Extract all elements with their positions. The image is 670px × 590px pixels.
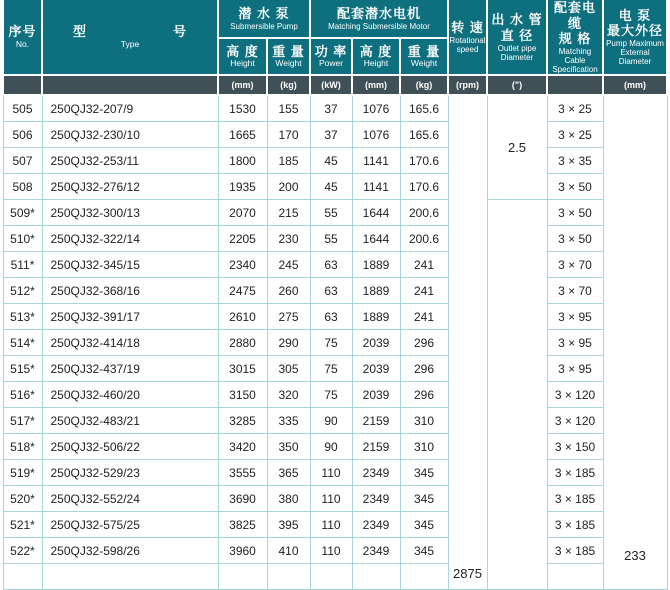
cell-type: 250QJ32-391/17 bbox=[42, 304, 218, 330]
cell-no: 521* bbox=[3, 512, 42, 538]
cell-no: 520* bbox=[3, 486, 42, 512]
cell-power: 110 bbox=[310, 538, 352, 564]
cell-pump-weight: 365 bbox=[267, 460, 310, 486]
table-row bbox=[3, 538, 667, 564]
cell-cable-spec: 3 × 120 bbox=[547, 408, 603, 434]
table-row bbox=[3, 95, 667, 122]
cell-motor-height: 2039 bbox=[352, 356, 400, 382]
cell-pump-height: 3150 bbox=[218, 382, 267, 408]
cell-motor-height: 1076 bbox=[352, 95, 400, 122]
pump-spec-table bbox=[2, 0, 668, 590]
col-header-type bbox=[42, 0, 218, 75]
cell-motor-weight: 170.6 bbox=[400, 174, 448, 200]
cell-type: 250QJ32-529/23 bbox=[42, 460, 218, 486]
table-row bbox=[3, 356, 667, 382]
cell-pump-height: 2475 bbox=[218, 278, 267, 304]
cell-pump-weight: 410 bbox=[267, 538, 310, 564]
cell-pump-weight: 260 bbox=[267, 278, 310, 304]
cell-no: 510* bbox=[3, 226, 42, 252]
cell-motor-weight: 200.6 bbox=[400, 200, 448, 226]
cell-type: 250QJ32-414/18 bbox=[42, 330, 218, 356]
cell-type: 250QJ32-368/16 bbox=[42, 278, 218, 304]
col-header-type-zh-left: 型 bbox=[73, 24, 88, 40]
cell-motor-weight: 296 bbox=[400, 356, 448, 382]
col-header-no-zh: 序号 bbox=[8, 24, 37, 40]
cell-type: 250QJ32-483/21 bbox=[42, 408, 218, 434]
cell-no: 508 bbox=[3, 174, 42, 200]
cell-pump-weight: 200 bbox=[267, 174, 310, 200]
cell-pump-height: 1800 bbox=[218, 148, 267, 174]
cell-type: 250QJ32-552/24 bbox=[42, 486, 218, 512]
cell-pump-height: 1935 bbox=[218, 174, 267, 200]
cell-cable-spec: 3 × 95 bbox=[547, 304, 603, 330]
cell-type: 250QJ32-253/11 bbox=[42, 148, 218, 174]
unit-no bbox=[3, 75, 42, 95]
cell-power: 45 bbox=[310, 174, 352, 200]
col-header-cable-zh1: 配套电缆 bbox=[553, 0, 596, 31]
col-header-speed bbox=[448, 0, 487, 75]
header-row-units bbox=[3, 75, 667, 95]
cell-pump-height: 2205 bbox=[218, 226, 267, 252]
unit-motor-height: (mm) bbox=[352, 75, 400, 95]
cell-no bbox=[3, 564, 42, 590]
cell-power: 75 bbox=[310, 382, 352, 408]
cell-no: 519* bbox=[3, 460, 42, 486]
cell-cable-spec: 3 × 25 bbox=[547, 122, 603, 148]
table-header bbox=[3, 0, 667, 95]
cell-motor-height: 1889 bbox=[352, 252, 400, 278]
cell-motor-height: 1889 bbox=[352, 304, 400, 330]
cell-cable-spec: 3 × 50 bbox=[547, 226, 603, 252]
cell-no: 514* bbox=[3, 330, 42, 356]
cell-pump-weight: 305 bbox=[267, 356, 310, 382]
cell-cable-spec: 3 × 185 bbox=[547, 486, 603, 512]
cell-power: 90 bbox=[310, 408, 352, 434]
cell-cable-spec: 3 × 150 bbox=[547, 434, 603, 460]
col-header-maxdiam-en2: External Diameter bbox=[618, 48, 652, 67]
cell-pump-weight: 215 bbox=[267, 200, 310, 226]
cell-no: 517* bbox=[3, 408, 42, 434]
cell-power: 45 bbox=[310, 148, 352, 174]
cell-no: 513* bbox=[3, 304, 42, 330]
cell-cable-spec: 3 × 185 bbox=[547, 512, 603, 538]
cell-pump-height bbox=[218, 564, 267, 590]
cell-type: 250QJ32-207/9 bbox=[42, 95, 218, 122]
table-row bbox=[3, 512, 667, 538]
cell-motor-height: 2159 bbox=[352, 434, 400, 460]
cell-power: 63 bbox=[310, 252, 352, 278]
subcol-header-pump-height: 高 度 Height bbox=[218, 38, 267, 76]
cell-pump-height: 3285 bbox=[218, 408, 267, 434]
cell-pump-height: 3420 bbox=[218, 434, 267, 460]
cell-motor-weight: 241 bbox=[400, 304, 448, 330]
cell-no: 512* bbox=[3, 278, 42, 304]
cell-motor-weight bbox=[400, 564, 448, 590]
col-header-maxdiam-zh1: 电 泵 bbox=[618, 7, 652, 23]
cell-type: 250QJ32-276/12 bbox=[42, 174, 218, 200]
cell-max-external-diameter: 233 bbox=[603, 95, 667, 590]
table-row bbox=[3, 148, 667, 174]
cell-type: 250QJ32-300/13 bbox=[42, 200, 218, 226]
cell-pump-weight: 275 bbox=[267, 304, 310, 330]
cell-motor-weight: 310 bbox=[400, 434, 448, 460]
cell-type: 250QJ32-322/14 bbox=[42, 226, 218, 252]
cell-power: 37 bbox=[310, 95, 352, 122]
cell-motor-height: 2349 bbox=[352, 460, 400, 486]
cell-pump-weight: 185 bbox=[267, 148, 310, 174]
cell-power: 110 bbox=[310, 486, 352, 512]
cell-motor-weight: 345 bbox=[400, 460, 448, 486]
unit-power: (kW) bbox=[310, 75, 352, 95]
col-header-type-en: Type bbox=[120, 39, 140, 50]
cell-motor-height: 2349 bbox=[352, 486, 400, 512]
subcol-header-motor-weight: 重 量 Weight bbox=[400, 38, 448, 76]
cell-no: 518* bbox=[3, 434, 42, 460]
cell-motor-height: 2349 bbox=[352, 538, 400, 564]
table-row bbox=[3, 278, 667, 304]
unit-outlet: (") bbox=[487, 75, 547, 95]
table-row bbox=[3, 226, 667, 252]
cell-outlet-diameter-bottom bbox=[487, 200, 547, 590]
cell-motor-height: 1141 bbox=[352, 174, 400, 200]
col-header-type-zh-right: 号 bbox=[172, 24, 187, 40]
cell-type: 250QJ32-230/10 bbox=[42, 122, 218, 148]
table-row bbox=[3, 382, 667, 408]
cell-cable-spec: 3 × 185 bbox=[547, 460, 603, 486]
cell-type: 250QJ32-506/22 bbox=[42, 434, 218, 460]
group-header-motor-en: Matching Submersible Motor bbox=[328, 21, 430, 31]
col-header-speed-en1: Rotational speed bbox=[449, 35, 486, 54]
cell-pump-weight: 350 bbox=[267, 434, 310, 460]
cell-pump-weight: 155 bbox=[267, 95, 310, 122]
cell-power: 110 bbox=[310, 460, 352, 486]
cell-motor-height bbox=[352, 564, 400, 590]
cell-power: 55 bbox=[310, 226, 352, 252]
unit-type bbox=[42, 75, 218, 95]
cell-cable-spec: 3 × 35 bbox=[547, 148, 603, 174]
col-header-cable-en2: Specification bbox=[552, 65, 598, 75]
cell-type: 250QJ32-575/25 bbox=[42, 512, 218, 538]
cell-cable-spec: 3 × 50 bbox=[547, 200, 603, 226]
unit-cable bbox=[547, 75, 603, 95]
col-header-no-en: No. bbox=[15, 39, 30, 50]
col-header-outlet bbox=[487, 0, 547, 75]
cell-pump-height: 2340 bbox=[218, 252, 267, 278]
col-header-cable-zh2: 规 格 bbox=[558, 31, 592, 47]
table-row bbox=[3, 408, 667, 434]
cell-type: 250QJ32-437/19 bbox=[42, 356, 218, 382]
cell-motor-weight: 296 bbox=[400, 382, 448, 408]
unit-pump-weight: (kg) bbox=[267, 75, 310, 95]
subcol-header-power: 功 率 Power bbox=[310, 38, 352, 76]
cell-no: 509* bbox=[3, 200, 42, 226]
cell-no: 522* bbox=[3, 538, 42, 564]
cell-cable-spec: 3 × 120 bbox=[547, 382, 603, 408]
cell-motor-height: 1141 bbox=[352, 148, 400, 174]
cell-cable-spec: 3 × 70 bbox=[547, 278, 603, 304]
cell-motor-height: 2159 bbox=[352, 408, 400, 434]
cell-no: 511* bbox=[3, 252, 42, 278]
unit-motor-weight: (kg) bbox=[400, 75, 448, 95]
table-row bbox=[3, 200, 667, 226]
cell-pump-height: 3015 bbox=[218, 356, 267, 382]
cell-motor-height: 2039 bbox=[352, 382, 400, 408]
cell-motor-height: 2349 bbox=[352, 512, 400, 538]
cell-power: 75 bbox=[310, 330, 352, 356]
col-header-cable bbox=[547, 0, 603, 75]
col-header-outlet-en1: Outlet pipe bbox=[497, 43, 537, 53]
group-header-motor bbox=[310, 0, 448, 38]
cell-cable-spec: 3 × 70 bbox=[547, 252, 603, 278]
cell-pump-weight: 335 bbox=[267, 408, 310, 434]
cell-motor-height: 1644 bbox=[352, 226, 400, 252]
cell-pump-weight: 170 bbox=[267, 122, 310, 148]
col-header-maxdiam bbox=[603, 0, 667, 75]
cell-power: 110 bbox=[310, 512, 352, 538]
cell-cable-spec: 3 × 185 bbox=[547, 538, 603, 564]
cell-type bbox=[42, 564, 218, 590]
cell-pump-weight: 290 bbox=[267, 330, 310, 356]
cell-motor-weight: 165.6 bbox=[400, 95, 448, 122]
unit-maxdiam: (mm) bbox=[603, 75, 667, 95]
group-header-motor-zh: 配套潜水电机 bbox=[336, 5, 421, 21]
cell-power bbox=[310, 564, 352, 590]
subcol-header-motor-height: 高 度 Height bbox=[352, 38, 400, 76]
cell-pump-height: 3825 bbox=[218, 512, 267, 538]
cell-power: 63 bbox=[310, 278, 352, 304]
cell-motor-weight: 345 bbox=[400, 486, 448, 512]
cell-motor-weight: 241 bbox=[400, 252, 448, 278]
cell-pump-height: 1530 bbox=[218, 95, 267, 122]
unit-pump-height: (mm) bbox=[218, 75, 267, 95]
cell-no: 507 bbox=[3, 148, 42, 174]
col-header-outlet-zh2: 直 径 bbox=[500, 27, 534, 43]
cell-motor-weight: 345 bbox=[400, 512, 448, 538]
cell-pump-height: 3690 bbox=[218, 486, 267, 512]
cell-motor-weight: 170.6 bbox=[400, 148, 448, 174]
cell-motor-height: 2039 bbox=[352, 330, 400, 356]
cell-pump-weight: 395 bbox=[267, 512, 310, 538]
cell-motor-height: 1076 bbox=[352, 122, 400, 148]
cell-power: 75 bbox=[310, 356, 352, 382]
cell-no: 516* bbox=[3, 382, 42, 408]
cell-no: 515* bbox=[3, 356, 42, 382]
cell-cable-spec: 3 × 95 bbox=[547, 330, 603, 356]
cell-power: 63 bbox=[310, 304, 352, 330]
subcol-header-pump-weight: 重 量 Weight bbox=[267, 38, 310, 76]
table-row bbox=[3, 330, 667, 356]
cell-motor-weight: 165.6 bbox=[400, 122, 448, 148]
cell-no: 506 bbox=[3, 122, 42, 148]
cell-pump-height: 2610 bbox=[218, 304, 267, 330]
cell-power: 90 bbox=[310, 434, 352, 460]
cell-motor-weight: 296 bbox=[400, 330, 448, 356]
table-body bbox=[3, 95, 667, 590]
col-header-speed-zh: 转 速 bbox=[451, 20, 484, 36]
cell-pump-height: 3960 bbox=[218, 538, 267, 564]
cell-type: 250QJ32-598/26 bbox=[42, 538, 218, 564]
cell-power: 37 bbox=[310, 122, 352, 148]
col-header-outlet-en2: Diameter bbox=[500, 52, 534, 62]
cell-pump-weight: 230 bbox=[267, 226, 310, 252]
unit-speed: (rpm) bbox=[448, 75, 487, 95]
cell-motor-weight: 241 bbox=[400, 278, 448, 304]
table-row bbox=[3, 174, 667, 200]
cell-cable-spec: 3 × 50 bbox=[547, 174, 603, 200]
cell-outlet-diameter-top: 2.5 bbox=[487, 95, 547, 200]
group-header-pump bbox=[218, 0, 310, 38]
cell-motor-height: 1644 bbox=[352, 200, 400, 226]
table-row bbox=[3, 304, 667, 330]
col-header-maxdiam-en1: Pump Maximum bbox=[606, 38, 664, 48]
cell-no: 505 bbox=[3, 95, 42, 122]
cell-pump-weight: 320 bbox=[267, 382, 310, 408]
cell-pump-height: 2070 bbox=[218, 200, 267, 226]
cell-motor-weight: 200.6 bbox=[400, 226, 448, 252]
cell-motor-weight: 345 bbox=[400, 538, 448, 564]
group-header-pump-zh: 潜 水 泵 bbox=[238, 5, 290, 21]
cell-motor-weight: 310 bbox=[400, 408, 448, 434]
group-header-pump-en: Submersible Pump bbox=[230, 21, 298, 31]
col-header-maxdiam-zh2: 最大外径 bbox=[606, 23, 663, 39]
cell-power: 55 bbox=[310, 200, 352, 226]
cell-pump-height: 1665 bbox=[218, 122, 267, 148]
cell-pump-height: 2880 bbox=[218, 330, 267, 356]
cell-rotational-speed: 2875 bbox=[448, 95, 487, 590]
cell-pump-weight bbox=[267, 564, 310, 590]
cell-cable-spec bbox=[547, 564, 603, 590]
table-row bbox=[3, 434, 667, 460]
cell-cable-spec: 3 × 25 bbox=[547, 95, 603, 122]
table-row bbox=[3, 252, 667, 278]
header-row-groups bbox=[3, 0, 667, 38]
col-header-cable-en1: Matching Cable bbox=[558, 46, 592, 65]
cell-pump-weight: 380 bbox=[267, 486, 310, 512]
cell-type: 250QJ32-460/20 bbox=[42, 382, 218, 408]
col-header-no bbox=[3, 0, 42, 75]
cell-pump-height: 3555 bbox=[218, 460, 267, 486]
table-row bbox=[3, 122, 667, 148]
table-row-partial bbox=[3, 564, 667, 590]
cell-cable-spec: 3 × 95 bbox=[547, 356, 603, 382]
cell-type: 250QJ32-345/15 bbox=[42, 252, 218, 278]
cell-pump-weight: 245 bbox=[267, 252, 310, 278]
col-header-outlet-zh1: 出 水 管 bbox=[491, 12, 543, 28]
cell-motor-height: 1889 bbox=[352, 278, 400, 304]
table-row bbox=[3, 460, 667, 486]
table-row bbox=[3, 486, 667, 512]
